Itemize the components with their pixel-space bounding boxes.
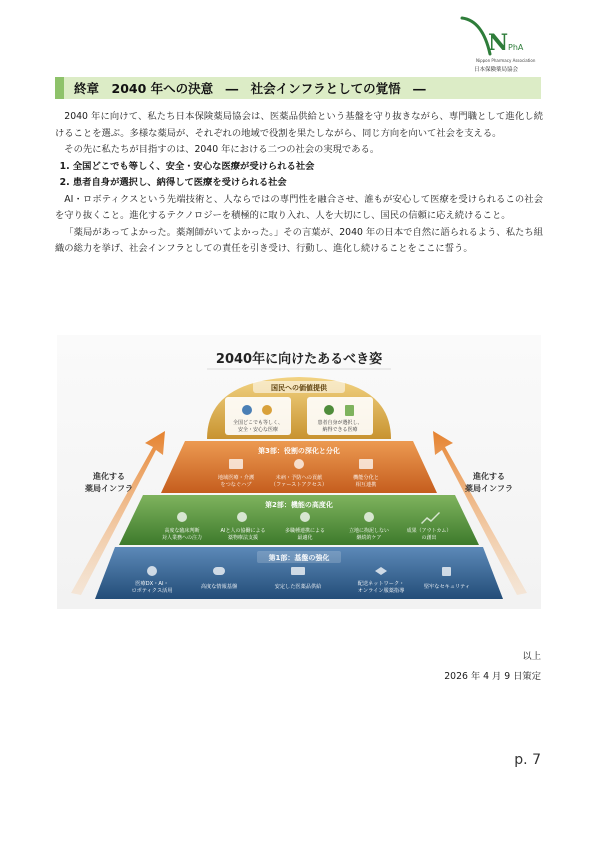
tier-1-item-4-line-1: 配送ネットワーク・: [357, 581, 405, 587]
tier-1-item-1-line-2: ロボティクス活用: [131, 588, 173, 594]
hospital-icon: [229, 459, 243, 469]
goal-item-2: 2. 患者自身が選択し、納得して医療を受けられる社会: [59, 177, 287, 188]
pharmacist-icon: [177, 512, 187, 522]
tier-2-item-2-line-1: AIと人の協働による: [220, 528, 266, 534]
tier-2-item-5-line-2: の創出: [421, 535, 437, 541]
top-item-1-line-1: 全国どこでも等しく、: [233, 420, 283, 426]
lock-icon: [442, 567, 451, 576]
body-text: [55, 109, 543, 258]
team-icon: [300, 512, 310, 522]
family-icon: [242, 405, 252, 415]
paragraph-4: 「薬局があってよかった。薬剤師がいてよかった。」その言葉が、2040 年の日本で自然に語られるよう、私たち組織の総力を挙げ、社会インフラとしての責任を引き受け、行動し、進化し続けることをここに誓う。: [55, 226, 543, 254]
page-number: p. 7: [514, 752, 541, 768]
tier-3-item-2-line-1: 未病・予防への貢献: [275, 475, 323, 481]
chapter-title: 終章 2040 年への決意 ― 社会インフラとしての覚悟 ―: [74, 81, 426, 96]
top-item-2-line-2: 納得できる医療: [322, 427, 358, 433]
tier-1-item-4-line-2: オンライン服薬指導: [357, 588, 405, 594]
tier-2-item-2-line-2: 薬物療法支援: [227, 535, 259, 541]
prevention-icon: [294, 459, 304, 469]
figure-title: 2040年に向けたあるべき姿: [215, 352, 383, 367]
tier-1-item-3: 安定した医薬品供給: [274, 584, 322, 590]
side-label-right-1: 進化する: [473, 472, 505, 481]
doctor-patient-icon: [324, 405, 334, 415]
chapter-accent: [55, 77, 64, 99]
logo-mark-icon: [458, 14, 544, 58]
enactment-date: 2026 年 4 月 9 日策定: [444, 671, 541, 682]
ai-head-icon: [237, 512, 247, 522]
paragraph-1: 2040 年に向けて、私たち日本保険薬局協会は、医薬品供給という基盤を守り抜きながら、専門職として進化し続けることを選ぶ。多様な薬局が、それぞれの地域で役割を果たしながら、同じ方向を向いて社会を支える。: [55, 111, 543, 139]
shield-icon: [262, 405, 272, 415]
pyramid-figure: [57, 335, 541, 609]
tier-2-item-4-line-2: 継続的ケア: [356, 535, 382, 541]
tier-2-item-5-line-1: 成果（アウトカム）: [406, 528, 452, 534]
tier-2-item-3-line-1: 多職種連携による: [284, 528, 326, 534]
tier-2-item-1-line-1: 高度な臨床判断: [164, 528, 200, 534]
medicine-box-icon: [291, 567, 305, 575]
network-icon: [359, 459, 373, 469]
association-logo: [458, 14, 544, 73]
side-label-left-1: 進化する: [93, 472, 125, 481]
paragraph-3: AI・ロボティクスという先端技術と、人ならではの専門性を融合させ、誰もが安心して医療を受けられるこの社会を守り抜くこと。進化するテクノロジーを積極的に取り入れ、人を大切にし、国民の信頼に応え続けること。: [55, 193, 543, 221]
tier-2-item-3-line-2: 最適化: [297, 535, 313, 541]
tier-1-item-5: 堅牢なセキュリティ: [423, 584, 471, 590]
goal-item-1: 1. 全国どこでも等しく、安全・安心な医療が受けられる社会: [59, 160, 315, 172]
org-name-jp: 日本保険薬局協会: [474, 67, 519, 73]
svg-text:PhA: PhA: [508, 43, 524, 52]
tier-2-item-4-line-1: 立地に拘泥しない: [348, 528, 390, 534]
tier-3-items: [218, 473, 379, 488]
top-tier-label: 国民への価値提供: [271, 384, 327, 392]
tier-1-item-2: 高度な情報基盤: [200, 584, 238, 590]
tier-2-label: 第2部：機能の高度化: [265, 501, 333, 509]
side-label-left-2: 薬局インフラ: [85, 484, 133, 493]
tier-1-label: 第1部：基盤の強化: [268, 554, 330, 562]
tier-2-item-1-line-2: 対人業務への注力: [161, 535, 203, 541]
closing-word: 以上: [522, 651, 541, 662]
pyramid-svg: [57, 335, 541, 609]
tier-3-item-3-line-2: 相互連携: [355, 482, 377, 488]
cloud-icon: [213, 567, 225, 575]
top-item-1-line-2: 安全・安心な医療: [237, 427, 279, 433]
chapter-heading-bar: [55, 77, 541, 99]
tier-3-item-2-line-2: （ファーストアクセス）: [270, 482, 328, 488]
svg-text:N: N: [488, 30, 509, 56]
robot-icon: [147, 566, 157, 576]
tier-1-item-1-line-1: 医療DX・AI・: [135, 581, 169, 587]
tier-3-label: 第3部：役割の深化と分化: [258, 447, 340, 455]
org-name-en: Nippon Pharmacy Association: [476, 58, 536, 63]
tier-3-item-3-line-1: 機能分化と: [353, 475, 379, 481]
tier-3-item-1-line-2: をつなぐハブ: [220, 482, 252, 488]
checklist-icon: [345, 405, 354, 416]
side-label-right-2: 薬局インフラ: [465, 484, 513, 493]
paragraph-2: その先に私たちが目指すのは、2040 年における二つの社会の実現である。: [64, 144, 380, 155]
top-item-2-line-1: 患者自身が選択し、: [317, 420, 363, 426]
home-care-icon: [364, 512, 374, 522]
tier-3-item-1-line-1: 地域医療・介護: [217, 475, 255, 481]
